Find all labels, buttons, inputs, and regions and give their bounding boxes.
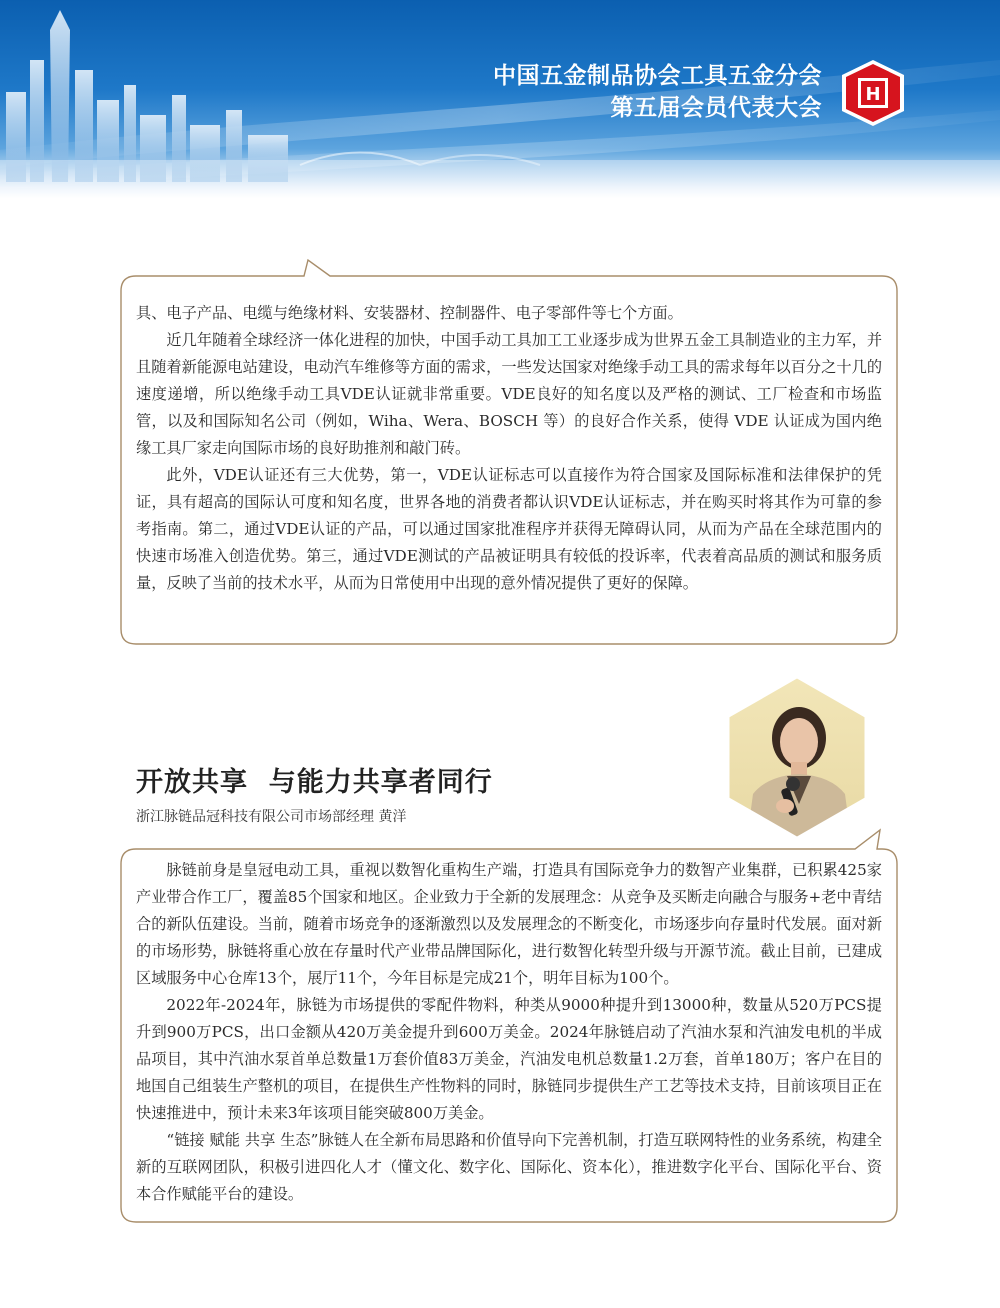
paragraph: 具、电子产品、电缆与绝缘材料、安装器材、控制器件、电子零部件等七个方面。 [136,304,683,322]
association-logo-icon [838,58,908,128]
conference-title [493,60,822,124]
article-body [136,857,882,1208]
continued-text-box [120,260,898,645]
speaker-portrait [727,676,867,839]
conference-title-line1: 中国五金制品协会工具五金分会 [493,63,822,89]
article-title: 开放共享 与能力共享者同行 [136,767,493,798]
article-byline: 浙江脉链品冠科技有限公司市场部经理 黄洋 [136,809,407,825]
article-text-box [120,826,898,1223]
paragraph: 近几年随着全球经济一体化进程的加快，中国手动工具加工工业逐步成为世界五金工具制造业的主力军，并且随着新能源电站建设，电动汽车维修等方面的需求，一些发达国家对绝缘手动工具的需求每年以百分之十几的速度递增，所以绝缘手动工具VDE认证就非常重要。VDE良好的知名度以及严格的测试、工厂检查和市场监管，以及和国际知名公司（例如，Wiha、Wera、BOSCH 等）的良好合作关系，使得 VDE 认证成为国内绝缘工具厂家走向国际市场的良好助推剂和敲门砖。 [136,331,882,457]
paragraph: 脉链前身是皇冠电动工具，重视以数智化重构生产端，打造具有国际竞争力的数智产业集群，已积累425家产业带合作工厂，覆盖85个国家和地区。企业致力于全新的发展理念：从竞争及买断走向融合与服务+老中青结合的新队伍建设。当前，随着市场竞争的逐渐激烈以及发展理念的不断变化，市场逐步向存量时代发展。面对新的市场形势，脉链将重心放在存量时代产业带品牌国际化，进行数智化转型升级与开源节流。截止目前，已建成区域服务中心仓库13个，展厅11个，今年目标是完成21个，明年目标为100个。 [136,861,882,987]
paragraph: “链接 赋能 共享 生态”脉链人在全新布局思路和价值导向下完善机制，打造互联网特性的业务系统，构建全新的互联网团队，积极引进四化人才（懂文化、数字化、国际化、资本化），推进数字化平台、国际化平台、资本合作赋能平台的建设。 [136,1131,882,1203]
paragraph: 此外，VDE认证还有三大优势，第一，VDE认证标志可以直接作为符合国家及国际标准和法律保护的凭证，具有超高的国际认可度和知名度，世界各地的消费者都认识VDE认证标志，并在购买时将其作为可靠的参考指南。第二，通过VDE认证的产品，可以通过国家批准程序并获得无障碍认同，从而为产品在全球范围内的快速市场准入创造优势。第三，通过VDE测试的产品被证明具有较低的投诉率，代表着高品质的测试和服务质量，反映了当前的技术水平，从而为日常使用中出现的意外情况提供了更好的保障。 [136,466,882,592]
conference-title-line2: 第五届会员代表大会 [610,95,822,121]
section1-body [136,300,882,597]
header-banner [0,0,1000,198]
paragraph: 2022年-2024年，脉链为市场提供的零配件物料，种类从9000种提升到13000种，数量从520万PCS提升到900万PCS，出口金额从420万美金提升到600万美金。2024年脉链启动了汽油水泵和汽油发电机的半成品项目，其中汽油水泵首单总数量1万套价值83万美金，汽油发电机总数量1.2万套，首单180万；客户在目的地国自己组装生产整机的项目，在提供生产性物料的同时，脉链同步提供生产工艺等技术支持，目前该项目正在快速推进中，预计未来3年该项目能突破800万美金。 [136,996,882,1122]
logo-letter: H [865,84,881,105]
